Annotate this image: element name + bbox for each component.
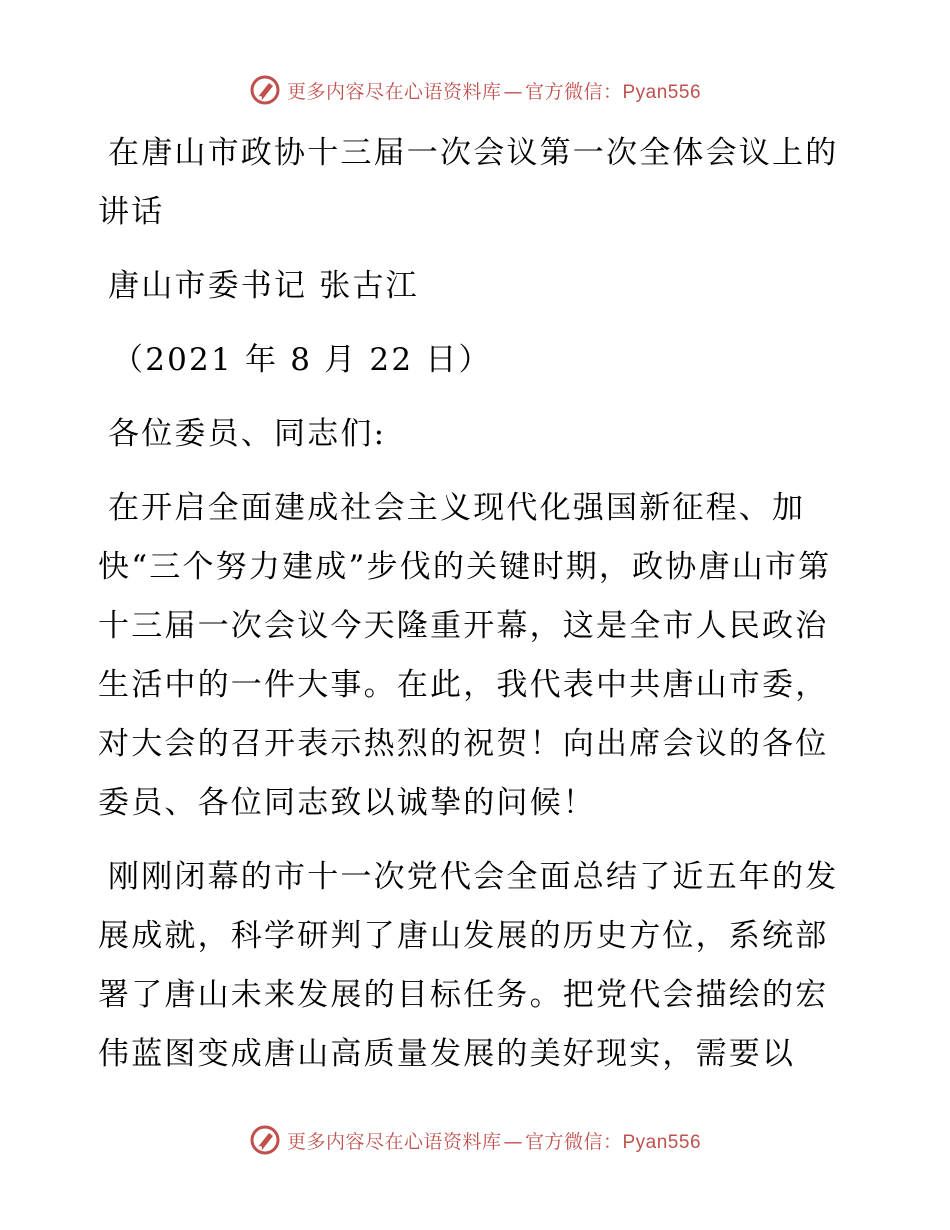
speech-date: （2021 年 8 月 22 日） <box>112 342 492 378</box>
document-body <box>98 124 858 1099</box>
pen-logo-icon <box>249 1124 281 1156</box>
speaker-line: 唐山市委书记 张古江 <box>108 268 419 304</box>
paragraph-1: 在开启全面建成社会主义现代化强国新征程、加快“三个努力建成”步伐的关键时期，政协唐山市第十三届一次会议今天隆重开幕，这是全市人民政治生活中的一件大事。在此，我代表中共唐山市委，对大会的召开表示热烈的祝贺！向出席会议的各位委员、各位同志致以诚挚的问候！ <box>98 490 832 821</box>
pen-logo-icon <box>249 74 281 106</box>
salutation: 各位委员、同志们: <box>108 416 387 452</box>
header-watermark <box>0 70 950 110</box>
document-title: 在唐山市政协十三届一次会议第一次全体会议上的讲话 <box>98 135 839 230</box>
watermark-text: 更多内容尽在心语资料库 — 官方微信：Pyan556 <box>286 1130 702 1153</box>
footer-watermark <box>0 1120 950 1160</box>
paragraph-2: 刚刚闭幕的市十一次党代会全面总结了近五年的发展成就，科学研判了唐山发展的历史方位，系统部署了唐山未来发展的目标任务。把党代会描绘的宏伟蓝图变成唐山高质量发展的美好现实，需要以 <box>98 859 839 1072</box>
watermark-text: 更多内容尽在心语资料库 — 官方微信：Pyan556 <box>286 80 702 103</box>
